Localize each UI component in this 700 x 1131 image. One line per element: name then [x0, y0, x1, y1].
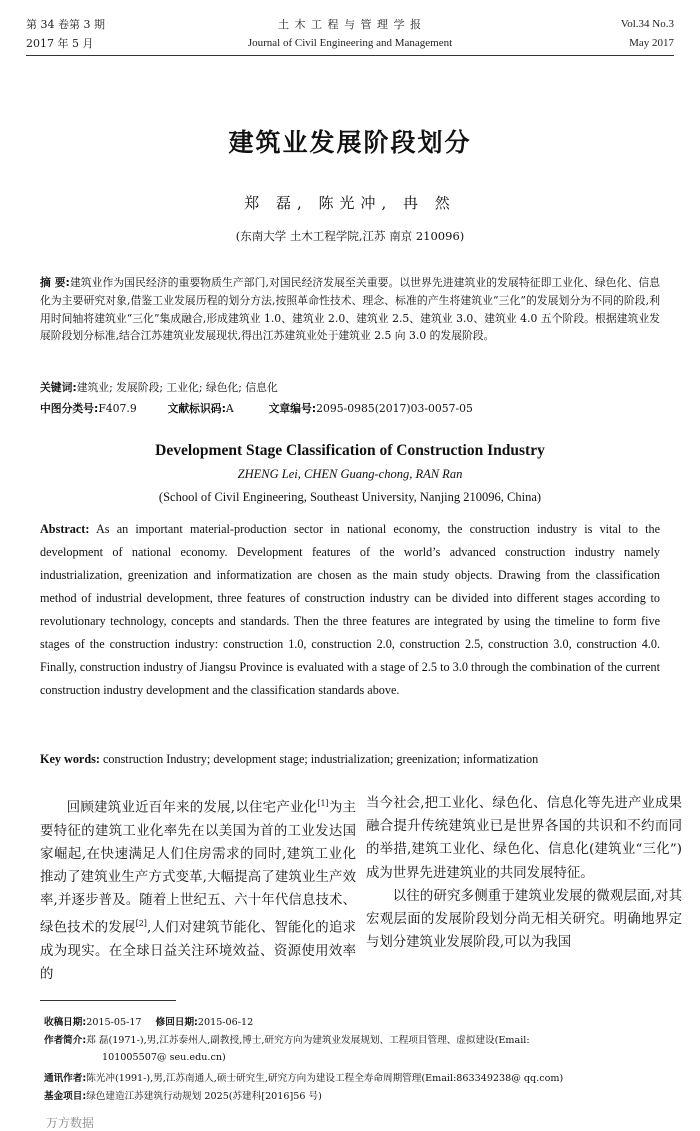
body-text: 为主要特征的建筑工业化率先在以美国为首的工业发达国家崛起,在快速满足人们住房需求的同时,建筑工业化推动了建筑业生产方式变革,大幅提高了建筑业生产效率,并逐步普及。随着上世纪五、六十年代信息技术、绿色技术的发展 [40, 800, 357, 936]
revised-label: 修回日期: [155, 1017, 198, 1028]
article-number-value: 2095-0985(2017)03-0057-05 [316, 402, 473, 415]
footnote-fund [44, 1089, 664, 1105]
paper-affiliation: (东南大学 土木工程学院,江苏 南京 210096) [235, 229, 465, 243]
footnote-dates [44, 1015, 664, 1031]
journal-name-en: Journal of Civil Engineering and Management [247, 37, 453, 49]
en-abstract-text: As an important material-production sector in national economy, the construction industry is vital to the development of national economy. Development features of the world’s advanced construction industry namely industrialization, greenization and informatization are chosen as the main study objects. Drawing from the classification method of industrial development, three features of construction industry can be divided into different stages according to revolutionary technology, concepts and standards. Then the three features are integrated by using the timeline to form five stages of the construction industry: construction 1.0, construction 2.0, construction 2.5, construction 3.0, construction 4.0. Finally, construction industry of Jiangsu Province is evaluated with a stage of 2.5 to 3.0 through the combination of the current construction industry development and the classification standards above. [40, 522, 660, 697]
footnote-author [44, 1033, 664, 1049]
paper-title: 建筑业发展阶段划分 [228, 128, 472, 157]
cn-abstract-text: 建筑业作为国民经济的重要物质生产部门,对国民经济发展至关重要。以世界先进建筑业的发展特征即工业化、绿色化、信息化为主要研究对象,借鉴工业发展历程的划分方法,按照革命性技术、理念、标准的产生将建筑业“三化”的发展划分为不同的阶段,利用时间轴将建筑业“三化”集成融合,形成建筑业 1.0、建筑业 2.0、建筑业 2.5、建筑业 3.0、建筑业 4.0 五个阶段。根据建筑业发展阶段划分标准,结合江苏建筑业发展现状,得出江苏建筑业处于建筑业 2.5 向 3.0 的发展阶段。 [40, 276, 660, 343]
header-rule [26, 55, 674, 56]
en-affiliation: (School of Civil Engineering, Southeast University, Nanjing 210096, China) [158, 490, 542, 504]
received-label: 收稿日期: [44, 1017, 87, 1028]
en-abstract [40, 518, 660, 702]
body-paragraph: 以往的研究多侧重于建筑业发展的微观层面,对其宏观层面的发展阶段划分尚无相关研究。明确地界定与划分建筑业发展阶段,可以为我国 [366, 888, 682, 951]
revised-date: 2015-06-12 [197, 1017, 254, 1028]
corresponding-text: 陈光冲(1991-),男,江苏南通人,硕士研究生,研究方向为建设工程全寿命周期管理(Email:863349238@ qq.com) [86, 1073, 564, 1084]
cn-keywords-label: 关键词: [40, 381, 77, 394]
body-text: 回顾建筑业近百年来的发展,以住宅产业化 [66, 800, 318, 816]
cn-abstract-label: 摘 要: [40, 276, 70, 289]
cn-abstract [40, 274, 660, 345]
journal-volume-en: Vol.34 No.3 [620, 18, 674, 30]
journal-name-cn: 土 木 工 程 与 管 理 学 报 [278, 18, 422, 31]
author-bio-label: 作者简介: [44, 1035, 87, 1046]
cn-keywords-text: 建筑业; 发展阶段; 工业化; 绿色化; 信息化 [76, 381, 278, 394]
clc-label: 中图分类号: [40, 402, 99, 415]
body-text: ,人们对建筑节能化、智能化的追求成为现实。在全球日益关注环境效益、资源使用效率的 [40, 920, 357, 983]
en-title: Development Stage Classification of Construction Industry [155, 442, 545, 459]
paper-authors: 郑 磊, 陈光冲, 冉 然 [244, 194, 456, 212]
body-paragraph [40, 792, 356, 987]
corresponding-label: 通讯作者: [44, 1073, 87, 1084]
cn-keywords [40, 379, 660, 396]
footnote-rule [40, 1000, 176, 1001]
footnote-corresponding [44, 1071, 664, 1087]
author-bio-text: 郑 磊(1971-),男,江苏泰州人,副教授,博士,研究方向为建筑业发展规划、工程项目管理、虚拟建设(Email: [86, 1035, 530, 1046]
cn-classification [40, 400, 660, 417]
en-authors: ZHENG Lei, CHEN Guang-chong, RAN Ran [237, 467, 463, 481]
received-date: 2015-05-17 [86, 1017, 142, 1028]
doc-code-value: A [225, 402, 234, 415]
body-paragraph: 当今社会,把工业化、绿色化、信息化等先进产业成果融合提升传统建筑业已是世界各国的共识和不约而同的举措,建筑工业化、绿色化、信息化(建筑业“三化”)成为世界先进建筑业的共同发展特征。 [366, 796, 682, 881]
body-right-column [366, 792, 682, 954]
doc-code-label: 文献标识码: [167, 402, 226, 415]
footnote-author-email: 101005507@ seu.edu.cn) [102, 1052, 226, 1063]
clc-value: F407.9 [98, 402, 137, 415]
fund-text: 绿色建造江苏建筑行动规划 2025(苏建科[2016]56 号) [86, 1091, 322, 1102]
citation-1: [1] [317, 799, 329, 808]
article-number-label: 文章编号: [268, 402, 317, 415]
journal-volume: 第 34 卷第 3 期 [26, 18, 105, 31]
en-abstract-label: Abstract: [40, 522, 90, 536]
journal-date: 2017 年 5 月 [26, 37, 94, 50]
journal-date-en: May 2017 [629, 37, 674, 49]
en-keywords-text: construction Industry; development stage; industrialization; greenization; informatization [102, 752, 539, 766]
watermark: 万方数据 [46, 1116, 95, 1130]
body-left-column [40, 792, 356, 987]
citation-2: [2] [135, 919, 147, 929]
en-keywords [40, 750, 660, 768]
en-keywords-label: Key words: [40, 752, 100, 766]
fund-label: 基金项目: [44, 1091, 87, 1102]
